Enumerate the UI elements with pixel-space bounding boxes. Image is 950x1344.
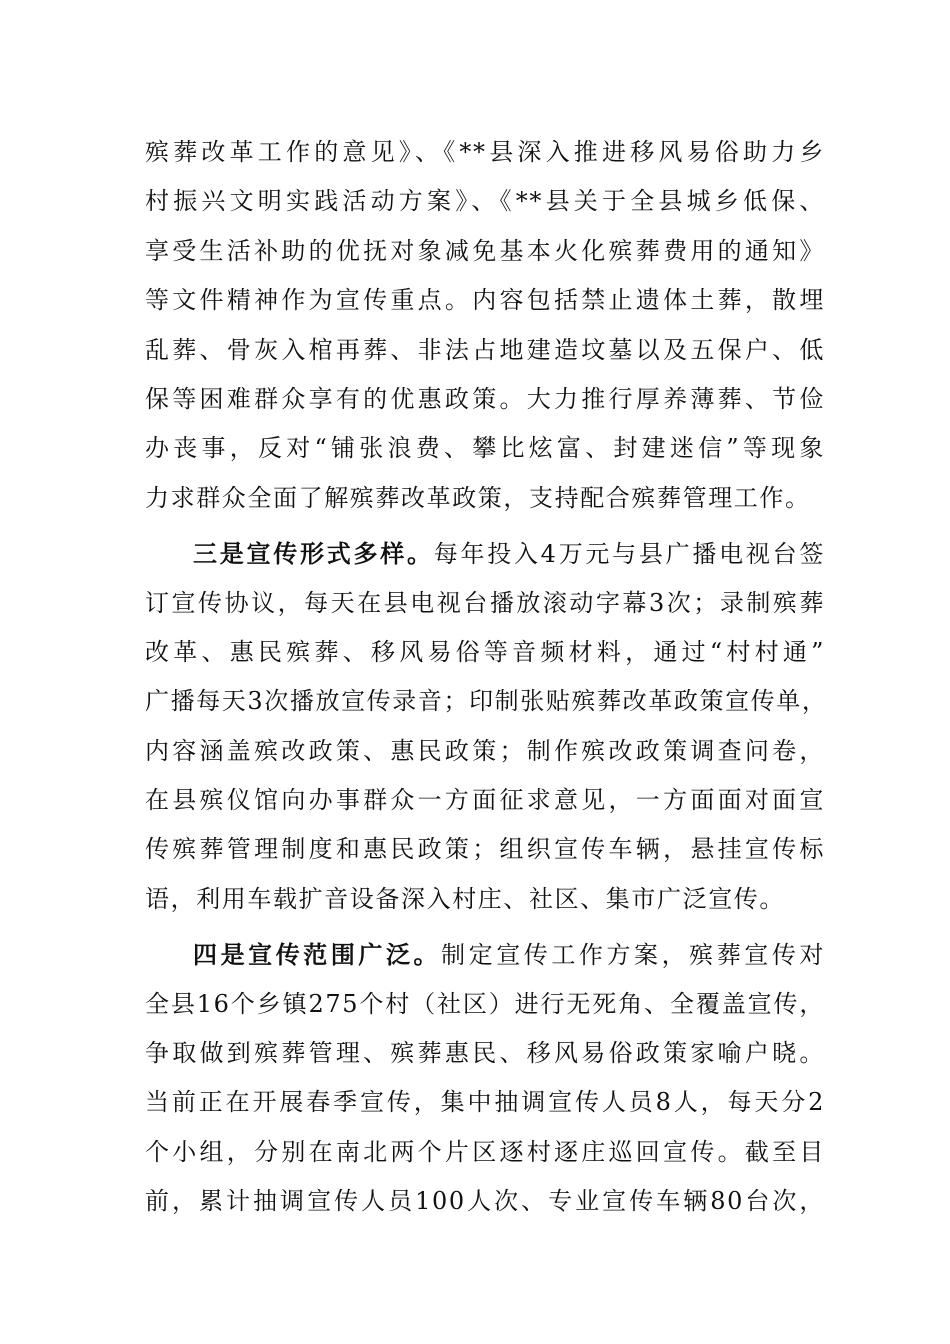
text-line: 个小组，分别在南北两个片区逐村逐庄巡回宣传。截至目 bbox=[145, 1137, 825, 1166]
paragraph-text: 每年投入4万元与县广播电视台签 bbox=[433, 540, 825, 569]
text-line: 当前正在开展春季宣传，集中抽调宣传人员8人，每天分2 bbox=[145, 1088, 825, 1117]
paragraph-three-first-line bbox=[145, 529, 825, 578]
text-line: 传殡葬管理制度和惠民政策；组织宣传车辆，悬挂宣传标 bbox=[145, 835, 825, 864]
text-line: 语，利用车载扩音设备深入村庄、社区、集市广泛宣传。 bbox=[145, 884, 785, 913]
paragraph-heading: 四是宣传范围广泛。 bbox=[193, 940, 442, 970]
text-line: 办丧事，反对“铺张浪费、攀比炫富、封建迷信”等现象 bbox=[145, 434, 825, 463]
text-line: 村振兴文明实践活动方案》、《**县关于全县城乡低保、 bbox=[145, 187, 825, 216]
text-line: 力求群众全面了解殡葬改革政策，支持配合殡葬管理工作。 bbox=[145, 483, 811, 512]
text-line: 全县16个乡镇275个村（社区）进行无死角、全覆盖宣传， bbox=[145, 989, 825, 1018]
text-line: 订宣传协议，每天在县电视台播放滚动字幕3次；录制殡葬 bbox=[145, 588, 825, 617]
paragraph-text: 制定宣传工作方案，殡葬宣传对 bbox=[441, 941, 825, 970]
text-line: 广播每天3次播放宣传录音；印制张贴殡葬改革政策宣传单， bbox=[145, 687, 828, 716]
paragraph-heading: 三是宣传形式多样。 bbox=[193, 539, 434, 569]
text-line: 内容涵盖殡改政策、惠民政策；制作殡改政策调查问卷， bbox=[145, 736, 825, 765]
text-line: 享受生活补助的优抚对象减免基本火化殡葬费用的通知》 bbox=[145, 236, 825, 265]
text-line: 争取做到殡葬管理、殡葬惠民、移风易俗政策家喻户晓。 bbox=[145, 1039, 825, 1068]
text-line: 等文件精神作为宣传重点。内容包括禁止遗体土葬，散埋 bbox=[145, 286, 825, 315]
text-line: 保等困难群众享有的优惠政策。大力推行厚养薄葬、节俭 bbox=[145, 384, 825, 413]
text-line: 改革、惠民殡葬、移风易俗等音频材料，通过“村村通” bbox=[145, 637, 825, 666]
text-line: 殡葬改革工作的意见》、《**县深入推进移风易俗助力乡 bbox=[145, 138, 825, 166]
text-line: 前，累计抽调宣传人员100人次、专业宣传车辆80台次， bbox=[145, 1187, 825, 1216]
paragraph-four-first-line bbox=[145, 930, 825, 979]
text-line: 乱葬、骨灰入棺再葬、非法占地建造坟墓以及五保户、低 bbox=[145, 335, 825, 364]
document-body bbox=[145, 128, 828, 1227]
text-line: 在县殡仪馆向办事群众一方面征求意见，一方面面对面宣 bbox=[145, 786, 825, 815]
